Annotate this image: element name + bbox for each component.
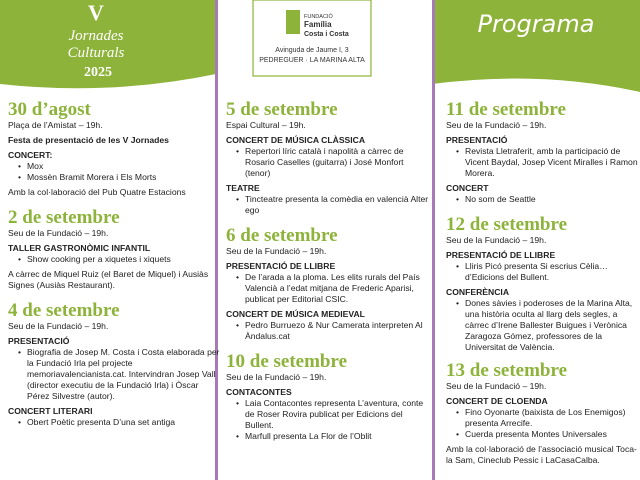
- event-list: [226, 194, 430, 216]
- event-location: Seu de la Fundació – 19h.: [8, 321, 109, 331]
- event-list: [226, 146, 430, 179]
- event-location: Seu de la Fundació – 19h.: [226, 372, 327, 382]
- jornades-text: Jornades: [68, 28, 124, 44]
- address-line1: Avinguda de Jaume I, 3: [275, 47, 349, 54]
- culturals-text: Culturals: [67, 45, 125, 61]
- event-list: [8, 347, 220, 402]
- logo-small: FUNDACIÓ: [304, 14, 333, 20]
- logo-name1: Família: [304, 20, 332, 29]
- event-heading: PRESENTACIÓ DE LLIBRE: [446, 250, 556, 260]
- event-heading: TALLER GASTRONÒMIC INFANTIL: [8, 243, 151, 253]
- event-list: [446, 146, 640, 179]
- event-date: 11 de setembre: [446, 99, 566, 120]
- list-item: • Fino Oyonarte (baixista de Los Enemigos) presenta Arrecife.: [456, 407, 640, 429]
- list-item: • Tincteatre presenta la comèdia en valencià Alter ego: [236, 194, 430, 216]
- event-date: 5 de setembre: [226, 99, 338, 120]
- banner-divider-left: [215, 0, 218, 92]
- event-date: 30 d’agost: [8, 99, 91, 120]
- event-heading: CONCERT DE MÚSICA CLÀSSICA: [226, 135, 366, 145]
- address-line2: PEDREGUER · LA MARINA ALTA: [259, 57, 365, 64]
- year-text: 2025: [84, 65, 112, 80]
- event-list: [446, 261, 640, 283]
- roman-numeral: V: [88, 0, 104, 25]
- event-date: 6 de setembre: [226, 225, 338, 246]
- event-location: Plaça de l’Amistat – 19h.: [8, 120, 103, 130]
- column-2: [226, 92, 430, 480]
- logo-book-icon: [286, 10, 300, 34]
- list-item: • Repertori líric català i napolità a càrrec de Rosario Caselles (guitarra) i José Monfort (tenor): [236, 146, 430, 179]
- event-heading: PRESENTACIÓ: [8, 336, 70, 346]
- event-list: [8, 254, 220, 265]
- event-heading: PRESENTACIÓ: [446, 135, 508, 145]
- list-item: • Cuerda presenta Montes Universales: [456, 429, 640, 440]
- event-heading: CONFERÈNCIA: [446, 287, 510, 297]
- list-item: • Lliris Picó presenta Si escrius Cèlia… d’Edicions del Bullent.: [456, 261, 640, 283]
- list-item: • Show cooking per a xiquetes i xiquets: [18, 254, 220, 265]
- list-item: • Dones sàvies i poderoses de la Marina Alta, una història oculta al llarg dels segles, a càrrec d’Irene Ballester Buigues i Verònica Zaragoza Gómez, professores de la Universitat de València.: [456, 298, 640, 353]
- event-list: [226, 398, 430, 442]
- event-list: [226, 320, 430, 342]
- event-location: Seu de la Fundació – 19h.: [446, 381, 547, 391]
- event-location: Seu de la Fundació – 19h.: [8, 228, 109, 238]
- event-heading: CONCERT:: [8, 150, 53, 160]
- event-heading: CONCERT LITERARI: [8, 406, 93, 416]
- event-date: 2 de setembre: [8, 207, 120, 228]
- list-item: • Mox: [18, 161, 220, 172]
- programa-title: Programa: [477, 10, 595, 38]
- event-list: [8, 417, 220, 428]
- event-heading: CONCERT: [446, 183, 489, 193]
- event-heading: CONTACONTES: [226, 387, 292, 397]
- event-heading: CONCERT DE MÚSICA MEDIEVAL: [226, 309, 365, 319]
- event-location: Seu de la Fundació – 19h.: [446, 120, 547, 130]
- list-item: • Biografia de Josep M. Costa i Costa elaborada per la Fundació Irla pel projecte memoriavalencianista.cat. Intervindran Josep Vall (director executiu de la Fundació Irla) i Òscar Pérez Silvestre (autor).: [18, 347, 220, 402]
- list-item: • Pedro Burruezo & Nur Camerata interpreten Al Àndalus.cat: [236, 320, 430, 342]
- event-date: 13 de setembre: [446, 360, 568, 381]
- event-date: 10 de setembre: [226, 351, 348, 372]
- event-title: Festa de presentació de les V Jornades: [8, 135, 169, 145]
- event-location: Espai Cultural – 19h.: [226, 120, 306, 130]
- event-note: A càrrec de Miquel Ruiz (el Baret de Miquel) i Ausiàs Signes (Ausiàs Restaurant).: [8, 269, 209, 290]
- event-list: [226, 272, 430, 305]
- column-3: [446, 92, 640, 480]
- event-heading: PRESENTACIÓ DE LLIBRE: [226, 261, 336, 271]
- header-banner: [0, 0, 640, 92]
- list-item: • Laia Contacontes representa L’aventura, conte de Roser Rovira publicat per Edicions del Bullent.: [236, 398, 430, 431]
- list-item: • Obert Poètic presenta D’una set antiga: [18, 417, 220, 428]
- logo-box: [253, 0, 371, 76]
- event-location: Seu de la Fundació – 19h.: [226, 246, 327, 256]
- column-1: [0, 92, 220, 480]
- event-list: [8, 161, 220, 183]
- event-location: Seu de la Fundació – 19h.: [446, 235, 547, 245]
- event-heading: CONCERT DE CLOENDA: [446, 396, 548, 406]
- event-date: 12 de setembre: [446, 214, 568, 235]
- list-item: • Revista Lletraferit, amb la participació de Vicent Baydal, Josep Vicent Miralles i Ramon Morera.: [456, 146, 640, 179]
- banner-divider-right: [432, 0, 435, 92]
- logo-name2: Costa i Costa: [304, 31, 349, 38]
- event-list: [446, 298, 640, 353]
- list-item: • Mossèn Bramit Morera i Els Morts: [18, 172, 220, 183]
- event-date: 4 de setembre: [8, 300, 120, 321]
- column-divider-right: [432, 92, 435, 480]
- event-note: Amb la col·laboració de l’associació musical Toca-la Sam, Cineclub Pessic i LaCasaCalba.: [446, 444, 637, 465]
- event-heading: TEATRE: [226, 183, 260, 193]
- list-item: • No som de Seattle: [456, 194, 640, 205]
- list-item: • De l’arada a la ploma. Les elits rurals del País Valencià a l’edat mitjana de Frederic Aparisi, publicat per Editorial CSIC.: [236, 272, 430, 305]
- event-note: Amb la col·laboració del Pub Quatre Estacions: [8, 187, 186, 197]
- event-list: [446, 194, 640, 205]
- event-list: [446, 407, 640, 440]
- list-item: • Marfull presenta La Flor de l’Oblit: [236, 431, 430, 442]
